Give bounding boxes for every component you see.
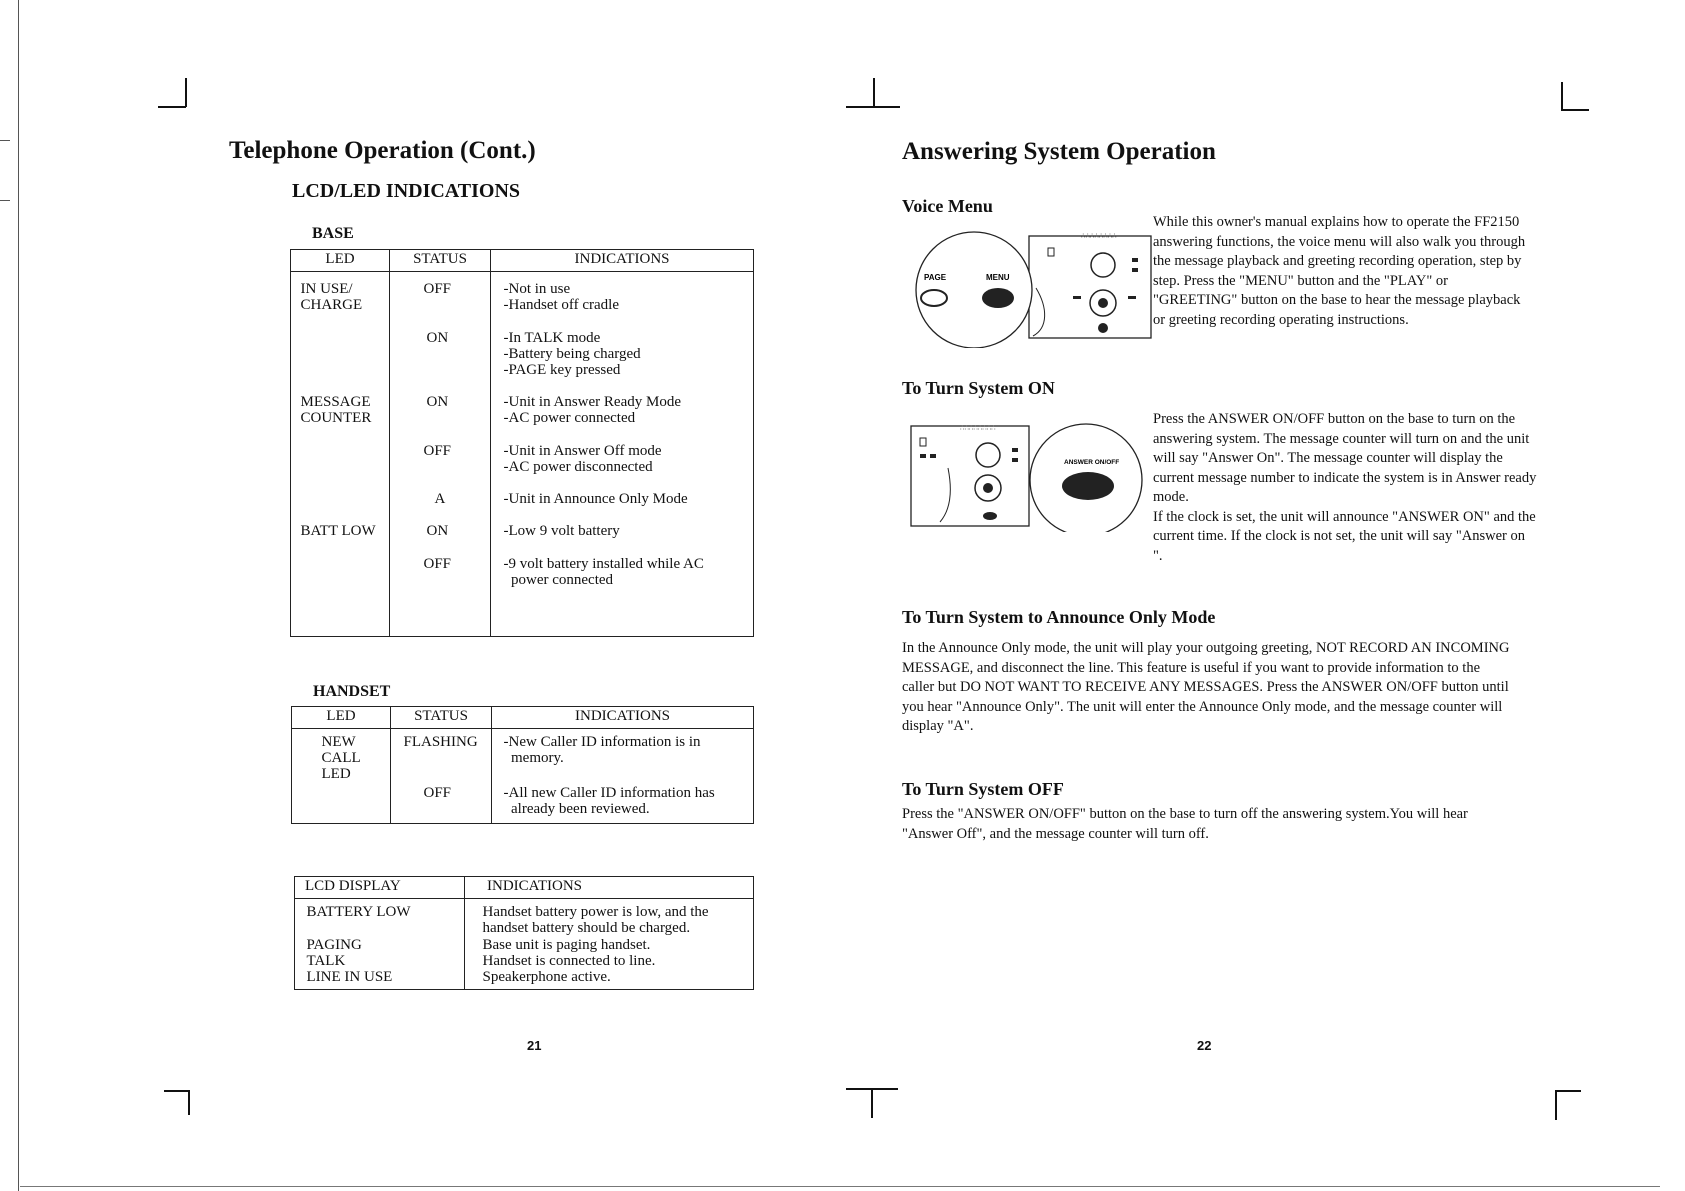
lcd-display-value: PAGING	[306, 936, 362, 953]
indication-text: -Low 9 volt battery	[503, 522, 620, 539]
lcd-display-value: LINE IN USE	[306, 968, 393, 985]
status-value: A	[434, 490, 446, 507]
col-header-status: STATUS	[390, 250, 491, 272]
status-value: FLASHING	[403, 733, 478, 750]
turn-on-heading: To Turn System ON	[902, 378, 1055, 398]
led-name: IN USE/ CHARGE	[300, 280, 363, 313]
base-panel	[911, 426, 1029, 526]
indication-text: -New Caller ID information is in memory.	[503, 733, 701, 766]
col-header-led: LED	[291, 250, 390, 272]
crop-mark	[1555, 1090, 1581, 1092]
counter-dial-icon	[976, 443, 1000, 467]
crop-mark	[164, 1090, 189, 1092]
voice-menu-illustration	[898, 228, 1156, 348]
svg-text:∴∴∴∴∴∴∴∴: ∴∴∴∴∴∴∴∴	[960, 425, 996, 432]
voice-menu-heading: Voice Menu	[902, 196, 993, 216]
col-header-lcd-display: LCD DISPLAY	[295, 877, 465, 899]
page-button-label: PAGE	[924, 273, 947, 282]
status-value: OFF	[423, 442, 452, 459]
left-page-title: Telephone Operation (Cont.)	[229, 137, 536, 164]
page-number: 22	[1197, 1038, 1212, 1053]
base-table	[290, 249, 754, 637]
crop-mark	[1561, 109, 1589, 111]
base-label: BASE	[312, 225, 354, 242]
answer-button-label: ANSWER ON/OFF	[1064, 459, 1120, 466]
scan-edge	[20, 1186, 1660, 1187]
turn-on-illustration	[908, 418, 1152, 532]
status-value: OFF	[423, 784, 452, 801]
crop-mark	[188, 1090, 190, 1115]
status-value: ON	[426, 329, 449, 346]
status-value: ON	[426, 522, 449, 539]
crop-mark	[871, 1088, 873, 1118]
announce-only-heading: To Turn System to Announce Only Mode	[902, 607, 1216, 627]
led-name: BATT LOW	[300, 522, 376, 539]
voice-menu-text: While this owner's manual explains how to operate the FF2150 answering functions, the voice menu will also walk you through the message playback and greeting recording operation, step by step. Press the "MENU" button and the "PLAY" or "GREETING" button on the base to hear the message playback or greeting recording operating instructions.	[1153, 214, 1526, 328]
turn-on-text: Press the ANSWER ON/OFF button on the base to turn on the answering system. The message counter will turn on and the unit will say "Answer On". The message counter will display the current message number to indicate the system is in Answer ready mode. If the clock is set, the unit will announce "ANSWER ON" and the current time. If the clock is not set, the unit will say "Answer on ".	[1153, 411, 1537, 564]
lcd-led-subtitle: LCD/LED INDICATIONS	[292, 180, 521, 202]
crop-mark	[1561, 82, 1563, 110]
handset-table	[291, 706, 754, 824]
lcd-indication-text: Handset battery power is low, and the handset battery should be charged.	[482, 903, 709, 936]
indication-text: -Unit in Answer Off mode -AC power disconnected	[503, 442, 662, 475]
lcd-display-table	[294, 876, 754, 990]
lcd-indication-text: Speakerphone active.	[482, 968, 611, 985]
col-header-status: STATUS	[391, 707, 492, 729]
scan-edge	[18, 0, 19, 1191]
crop-mark	[1555, 1090, 1557, 1120]
indication-text: -All new Caller ID information has already been reviewed.	[503, 784, 715, 817]
base-panel	[1029, 236, 1151, 338]
svg-text:∴∴∴∴∴∴∴∴: ∴∴∴∴∴∴∴∴	[1081, 233, 1117, 240]
status-value: ON	[426, 393, 449, 410]
indication-text: -Not in use -Handset off cradle	[503, 280, 620, 313]
lcd-display-value: TALK	[306, 952, 346, 969]
col-header-indications: INDICATIONS	[465, 877, 754, 899]
page-button-shape	[921, 290, 947, 306]
lcd-indication-text: Base unit is paging handset.	[482, 936, 651, 953]
crop-mark	[185, 78, 187, 107]
indication-text: -Unit in Announce Only Mode	[503, 490, 688, 507]
answer-button-shape	[1062, 472, 1114, 500]
nav-center-icon	[983, 483, 993, 493]
right-page-title: Answering System Operation	[902, 138, 1216, 165]
scan-edge	[0, 200, 10, 201]
page-number: 21	[527, 1038, 542, 1053]
turn-off-heading: To Turn System OFF	[902, 779, 1064, 799]
turn-off-text: Press the "ANSWER ON/OFF" button on the base to turn off the answering system.You will hear "Answer Off", and the message counter will turn off.	[902, 806, 1468, 842]
status-value: OFF	[423, 280, 452, 297]
indication-text: -9 volt battery installed while AC power connected	[503, 555, 704, 588]
menu-button-label: MENU	[986, 273, 1010, 282]
col-header-indications: INDICATIONS	[492, 707, 754, 729]
scan-edge	[0, 140, 10, 141]
indication-text: -In TALK mode -Battery being charged -PAGE key pressed	[503, 329, 641, 378]
led-name: NEW CALL LED	[321, 733, 361, 782]
crop-mark	[873, 78, 875, 107]
menu-button-shape	[982, 288, 1014, 308]
status-value: OFF	[423, 555, 452, 572]
crop-mark	[846, 106, 900, 108]
nav-center-icon	[1098, 298, 1108, 308]
col-header-indications: INDICATIONS	[491, 250, 754, 272]
led-name: MESSAGE COUNTER	[300, 393, 372, 426]
counter-dial-icon	[1091, 253, 1115, 277]
indication-text: -Unit in Answer Ready Mode -AC power connected	[503, 393, 681, 426]
announce-only-text: In the Announce Only mode, the unit will play your outgoing greeting, NOT RECORD AN INCOMING MESSAGE, and disconnect the line. This feature is useful if you want to provide information to the caller but DO NOT WANT TO RECEIVE ANY MESSAGES. Press the ANSWER ON/OFF button until you hear "Announce Only". The unit will enter the Announce Only mode, and the message counter will display "A".	[902, 640, 1510, 734]
col-header-led: LED	[292, 707, 391, 729]
handset-label: HANDSET	[313, 683, 391, 700]
crop-mark	[158, 106, 186, 108]
lcd-indication-text: Handset is connected to line.	[482, 952, 656, 969]
lcd-display-value: BATTERY LOW	[306, 903, 411, 920]
